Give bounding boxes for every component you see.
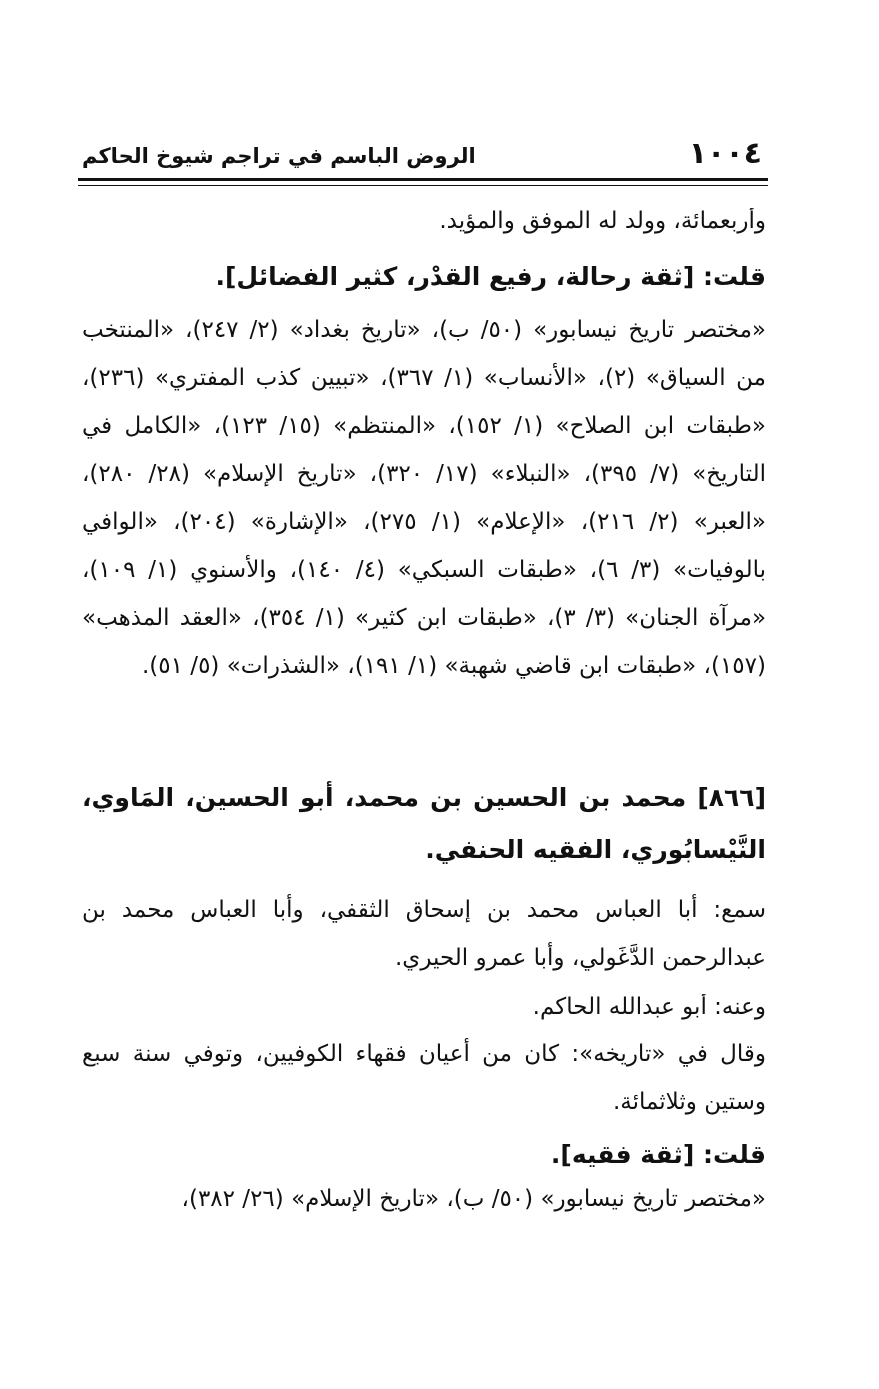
students-line: وعنه: أبو عبدالله الحاكم. bbox=[532, 994, 766, 1020]
verdict-line-2: قلت: [ثقة فقيه]. bbox=[550, 1140, 766, 1169]
death-paragraph: وقال في «تاريخه»: كان من أعيان فقهاء الكوفيين، وتوفي سنة سبع وستين وثلاثمائة. bbox=[82, 1041, 766, 1115]
heard-paragraph: سمع: أبا العباس محمد بن إسحاق الثقفي، وأبا العباس محمد بن عبدالرحمن الدَّغَولي، وأبا عمرو الحيري. bbox=[82, 897, 766, 971]
page-number: ١٠٠٤ bbox=[688, 136, 762, 171]
page-header bbox=[78, 136, 768, 172]
verdict-line: قلت: [ثقة رحالة، رفيع القدْر، كثير الفضائل]. bbox=[215, 262, 766, 291]
sources-line-2: «مختصر تاريخ نيسابور» (٥٠/ ب)، «تاريخ الإسلام» (٢٦/ ٣٨٢)، bbox=[181, 1186, 766, 1212]
header-rule-thin bbox=[78, 185, 768, 186]
header-rule-thick bbox=[78, 178, 768, 181]
entry-heading: [٨٦٦] محمد بن الحسين بن محمد، أبو الحسين، المَاوي، النَّيْسابُوري، الفقيه الحنفي. bbox=[82, 783, 766, 864]
sources-paragraph: «مختصر تاريخ نيسابور» (٥٠/ ب)، «تاريخ بغداد» (٢/ ٢٤٧)، «المنتخب من السياق» (٢)، «الأنساب» (١/ ٣٦٧)، «تبيين كذب المفتري» (٢٣٦)، «طبقات ابن الصلاح» (١/ ١٥٢)، «المنتظم» (١٥/ ١٢٣)، «الكامل في التاريخ» (٧/ ٣٩٥)، «النبلاء» (١٧/ ٣٢٠)، «تاريخ الإسلام» (٢٨/ ٢٨٠)، «العبر» (٢/ ٢١٦)، «الإعلام» (١/ ٢٧٥)، «الإشارة» (٢٠٤)، «الوافي بالوفيات» (٣/ ٦)، «طبقات السبكي» (٤/ ١٤٠)، والأسنوي (١/ ١٠٩)، «مرآة الجنان» (٣/ ٣)، «طبقات ابن كثير» (١/ ٣٥٤)، «العقد المذهب» (١٥٧)، «طبقات ابن قاضي شهبة» (١/ ١٩١)، «الشذرات» (٥/ ٥١). bbox=[82, 317, 767, 679]
running-title: الروض الباسم في تراجم شيوخ الحاكم bbox=[82, 144, 476, 168]
continuation-line: وأربعمائة، وولد له الموفق والمؤيد. bbox=[439, 208, 766, 234]
